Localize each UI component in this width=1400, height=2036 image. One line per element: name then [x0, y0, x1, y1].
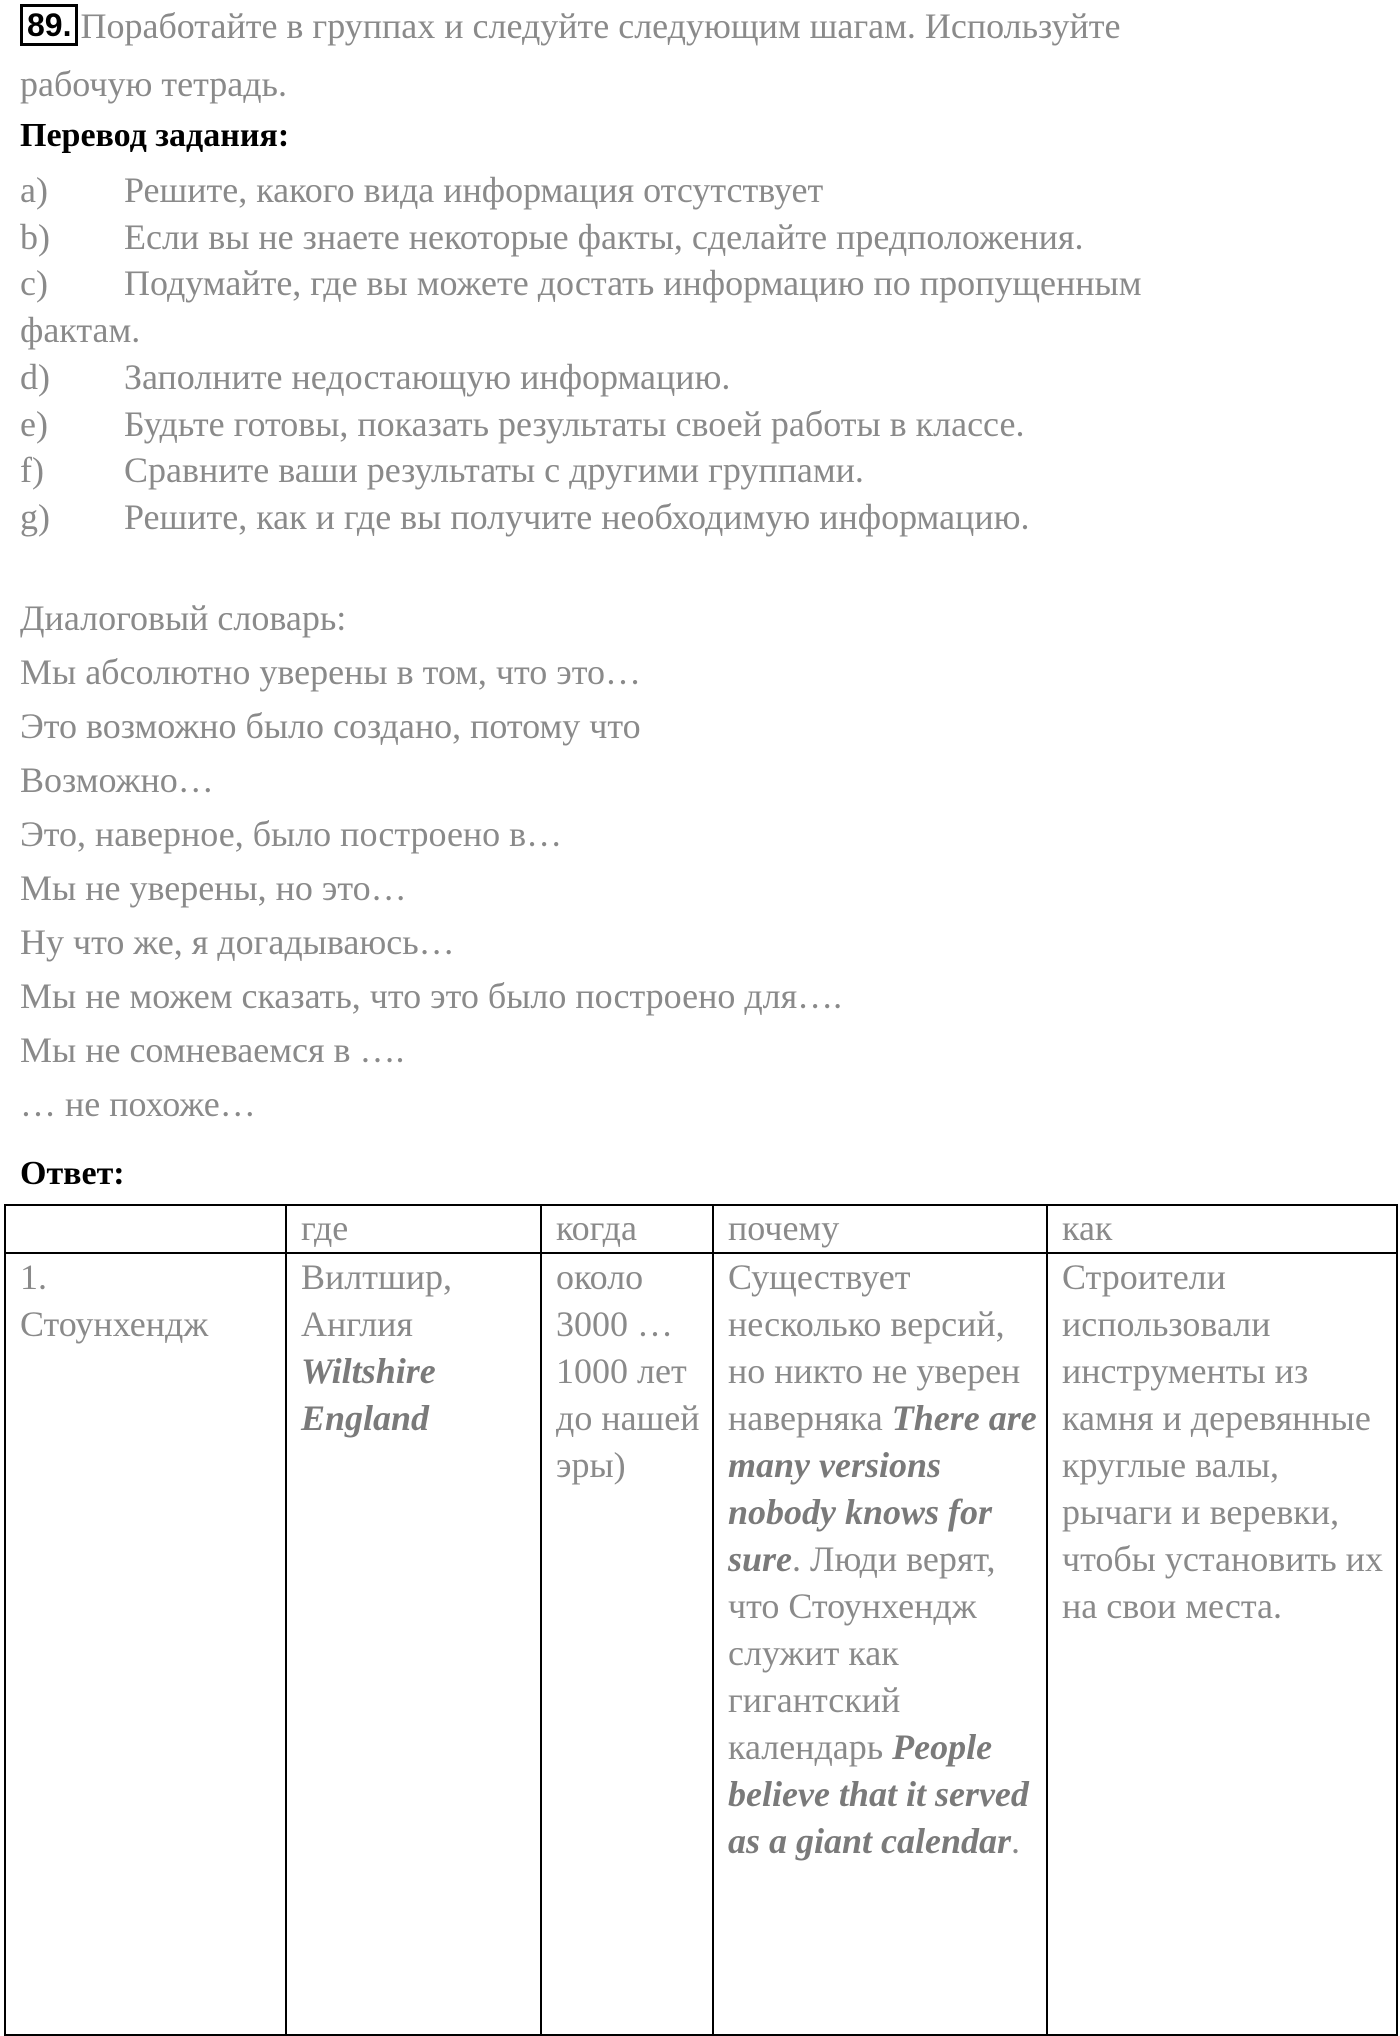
where-en: Wiltshire England	[301, 1351, 436, 1438]
step-text: Если вы не знаете некоторые факты, сделайте предположения.	[124, 217, 1084, 257]
step-c-continued	[20, 308, 140, 352]
translation-heading: Перевод задания:	[20, 117, 290, 154]
why-en-2: People believe that it served as a giant calendar	[728, 1727, 1029, 1861]
step-text: Решите, как и где вы получите необходимую информацию.	[124, 497, 1030, 537]
answer-heading: Ответ:	[20, 1155, 125, 1192]
dialog-phrase: Ну что же, я догадываюсь…	[20, 922, 455, 962]
dialog-phrase: Мы не уверены, но это…	[20, 868, 407, 908]
step-text: Будьте готовы, показать результаты своей работы в классе.	[124, 404, 1025, 444]
table-row	[5, 1253, 1397, 2035]
column-header-when: когда	[541, 1205, 713, 1253]
cell-how	[1047, 1253, 1397, 2035]
why-ru-2: Люди верят, что Стоунхендж служит как гигантский календарь	[728, 1539, 996, 1767]
task-line-1	[20, 4, 1120, 48]
dialog-phrase: Мы абсолютно уверены в том, что это…	[20, 652, 641, 692]
column-header	[5, 1205, 286, 1253]
task-number: 89.	[20, 4, 78, 46]
step-text: Заполните недостающую информацию.	[124, 357, 731, 397]
step-marker: b)	[20, 217, 50, 257]
dialog-phrase: Это возможно было создано, потому что	[20, 706, 641, 746]
dialog-phrase: Мы не сомневаемся в ….	[20, 1030, 405, 1070]
answer-table	[4, 1204, 1398, 2036]
row-number: 1.	[20, 1257, 47, 1297]
column-header-where: где	[286, 1205, 541, 1253]
step-marker: f)	[20, 450, 44, 490]
why-dot-2: .	[1011, 1821, 1021, 1861]
when-text: около 3000 …1000 лет до нашей эры)	[556, 1257, 700, 1485]
cell-name	[5, 1253, 286, 2035]
step-text: Решите, какого вида информация отсутствует	[124, 170, 824, 210]
cell-when	[541, 1253, 713, 2035]
how-text: Строители использовали инструменты из камня и деревянные круглые валы, рычаги и веревки, чтобы установить их на свои места.	[1062, 1257, 1383, 1626]
step-g	[20, 495, 1029, 539]
where-ru: Вилтшир, Англия	[301, 1257, 452, 1344]
step-text: Подумайте, где вы можете достать информацию по пропущенным	[124, 263, 1142, 303]
table-header-row	[5, 1205, 1397, 1253]
column-header-why: почему	[713, 1205, 1047, 1253]
step-marker: d)	[20, 357, 50, 397]
step-text: Сравните ваши результаты с другими группами.	[124, 450, 864, 490]
step-f	[20, 448, 864, 492]
dialog-phrase: … не похоже…	[20, 1084, 256, 1124]
dialog-phrase: Это, наверное, было построено в…	[20, 814, 563, 854]
column-header-how: как	[1047, 1205, 1397, 1253]
dialog-phrase: Возможно…	[20, 760, 214, 800]
task-text-1: Поработайте в группах и следуйте следующим шагам. Используйте	[80, 6, 1121, 46]
step-b	[20, 215, 1083, 259]
cell-why	[713, 1253, 1047, 2035]
step-marker: g)	[20, 497, 50, 537]
row-name: Стоунхендж	[20, 1304, 209, 1344]
cell-where	[286, 1253, 541, 2035]
step-d	[20, 355, 730, 399]
step-c	[20, 261, 1142, 305]
why-en-1: There are many versions nobody knows for sure	[728, 1398, 1037, 1579]
task-line-2: рабочую тетрадь.	[20, 64, 287, 104]
why-dot-1: .	[792, 1539, 802, 1579]
step-a	[20, 168, 823, 212]
dialog-phrase: Мы не можем сказать, что это было построено для….	[20, 976, 843, 1016]
why-ru-1: Существует несколько версий, но никто не уверен наверняка	[728, 1257, 1021, 1438]
step-marker: c)	[20, 263, 48, 303]
step-e	[20, 402, 1024, 446]
dialog-vocab-heading: Диалоговый словарь:	[20, 598, 347, 638]
step-text: фактам.	[20, 310, 141, 350]
step-marker: e)	[20, 404, 48, 444]
step-marker: a)	[20, 170, 48, 210]
